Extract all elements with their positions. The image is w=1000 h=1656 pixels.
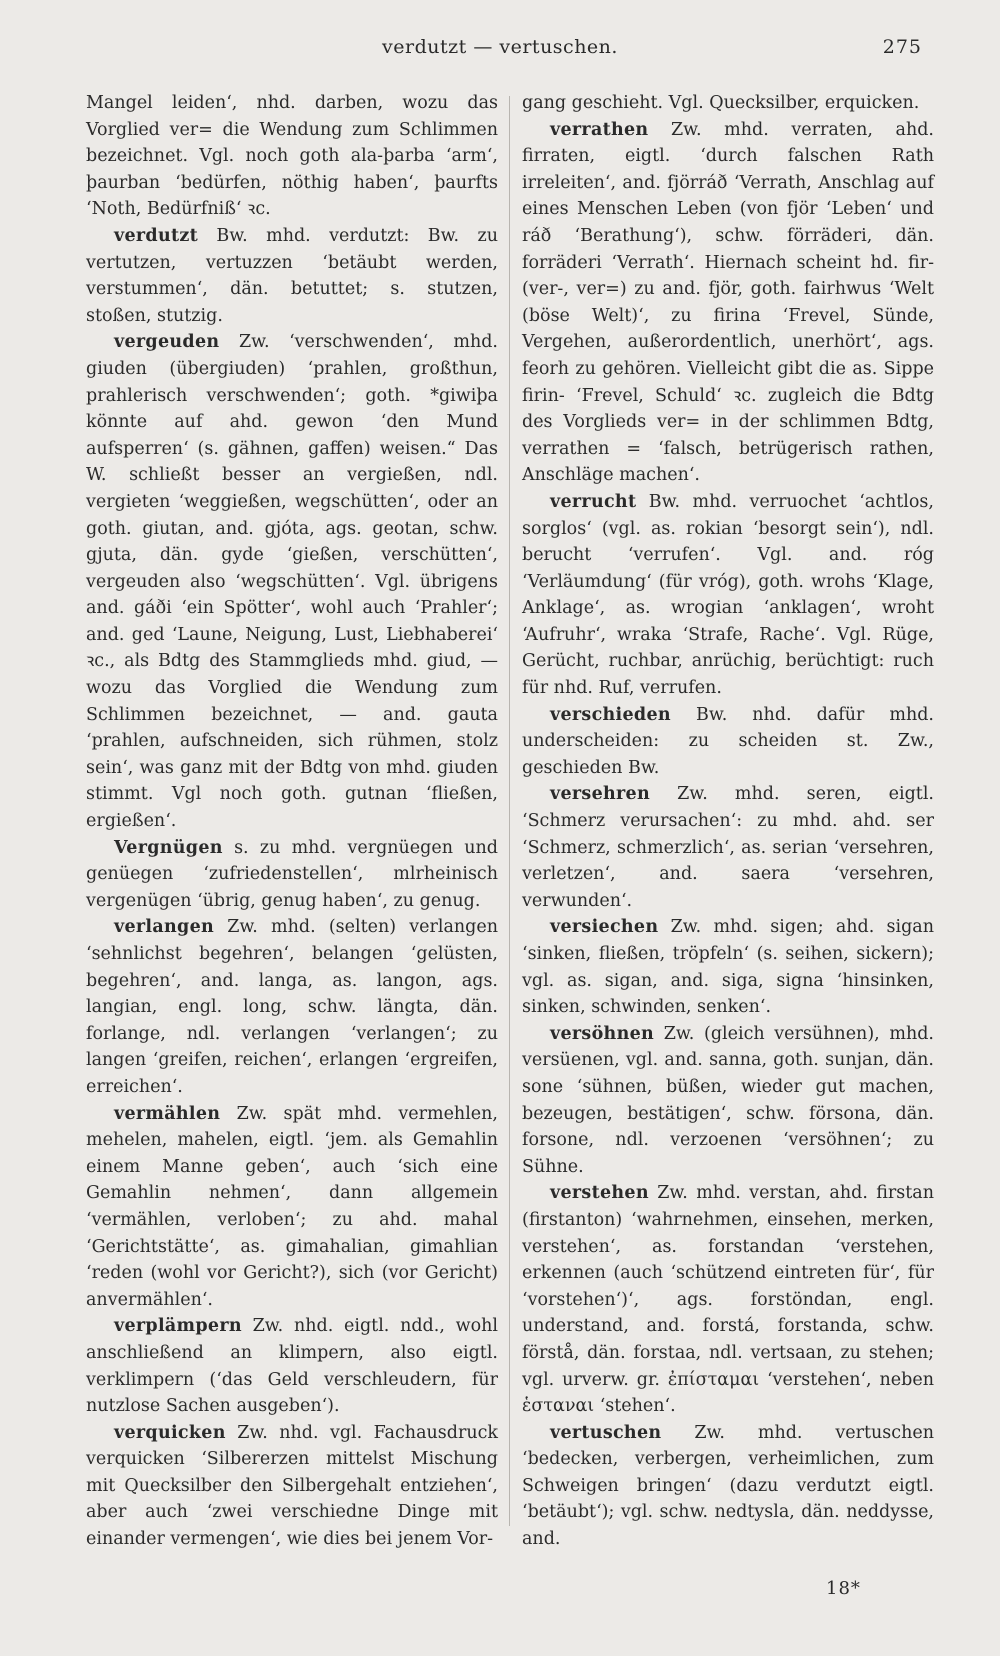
entry-text: Zw. (gleich versühnen), mhd. versüenen, vgl. and. sanna, goth. sunjan, dän. sone ‘sühnen, büßen, wieder gut machen, bezeugen, bestätigen‘, schw. försona, dän. forsone, ndl. verzoenen ‘versöhnen‘; zu Sühne. [522,1023,934,1177]
entry-verquicken [86,1420,498,1553]
headword: versöhnen [550,1023,655,1044]
entry-vermaehlen [86,1101,498,1314]
headword: verstehen [550,1183,649,1204]
entry-vergnuegen [86,835,498,915]
entry-versiechen [522,914,934,1020]
page-number: 275 [882,36,922,58]
headword: verlangen [114,917,215,938]
entry-verstehen [522,1180,934,1419]
entry-vergeuden [86,329,498,834]
headword: Vergnügen [114,837,223,858]
entry-text: Zw. mhd. (selten) verlangen ‘sehnlichst begehren‘, belangen ‘gelüsten, begehren‘, and. langa, as. langon, ags. langian, engl. long, schw. längta, dän. forlange, ndl. verlangen ‘verlangen‘; zu langen ‘greifen, reichen‘, erlangen ‘ergreifen, erreichen‘. [86,917,498,1097]
headword: verquicken [114,1422,226,1443]
right-column [522,90,934,1553]
left-column [86,90,498,1553]
headword: versehren [550,784,651,805]
headword: verdutzt [114,225,198,246]
entry-text: Bw. mhd. verruochet ‘achtlos, sorglos‘ (vgl. as. rokian ‘besorgt sein‘), ndl. berucht ‘verrufen‘. Vgl. and. róg ‘Verläumdung‘ (für vróg), goth. wrohs ‘Klage, Anklage‘, as. wrogian ‘anklagen‘, wroht ‘Aufruhr‘, wraka ‘Strafe, Rache‘. Vgl. Rüge, Gerücht, ruchbar, anrüchig, berüchtigt: ruch für nhd. Ruf, verrufen. [522,491,934,699]
entry-text: Bw. nhd. dafür mhd. underscheiden: zu scheiden st. Zw., geschieden Bw. [522,704,934,778]
entry-text: Bw. mhd. verdutzt: Bw. zu vertutzen, vertuzzen ‘betäubt werden, verstummen‘, dän. betuttet; s. stutzen, stoßen, stutzig. [86,225,498,326]
headword: verschieden [550,704,671,725]
headword: vergeuden [114,332,220,353]
entry-text: Zw. mhd. vertuschen ‘bedecken, verbergen, verheimlichen, zum Schweigen bringen‘ (dazu verdutzt eigtl. ‘betäubt‘); vgl. schw. nedtysla, dän. neddysse, and. [522,1422,934,1550]
entry-versehren [522,781,934,914]
entry-text: Zw. nhd. eigtl. ndd., wohl anschließend an klimpern, also eigtl. verklimpern (‘das Geld verschleudern, für nutzlose Sachen ausgeben‘). [86,1316,498,1417]
entry-vertuschen [522,1420,934,1553]
column-divider [509,96,510,1526]
entry-text: Zw. mhd. seren, eigtl. ‘Schmerz verursachen‘: zu mhd. ahd. ser ‘Schmerz, schmerzlich‘, as. serian ‘versehren, verletzen‘, and. saera ‘versehren, verwunden‘. [522,784,934,911]
headword: vermählen [114,1103,221,1124]
entry-text: Zw. mhd. verstan, ahd. firstan (firstanton) ‘wahrnehmen, einsehen, merken, verstehen‘, as. forstandan ‘verstehen, erkennen (auch ‘schützend eintreten für‘, für ‘vorstehen‘)‘, ags. forstöndan, engl. understand, and. forstá, forstanda, schw. förstå, dän. forstaa, ndl. vertsaan, zu stehen; vgl. urverw. gr. ἐπίσταμαι ‘verstehen‘, neben ἑσταναι ‘stehen‘. [522,1183,934,1417]
entry-verrathen [522,117,934,489]
header-title: verdutzt — vertuschen. [382,36,618,58]
entry-text: Zw. mhd. verraten, ahd. firraten, eigtl. ‘durch falschen Rath irreleiten‘, and. fjörráð ‘Verrath, Anschlag auf eines Menschen Leben (von fjör ‘Leben‘ und ráð ‘Berathung‘), schw. förräderi, dän. forräderi ‘Verrath‘. Hiernach scheint hd. fir- (ver-, ver=) zu and. fjör, goth. fairhwus ‘Welt (böse Welt)‘, zu firina ‘Frevel, Sünde, Vergehen, außerordentlich, unerhört‘, ags. feorh zu gehören. Vielleicht gibt die as. Sippe firin- ‘Frevel, Schuld‘ ꝛc. zugleich die Bdtg des Vorglieds ver= in der schlimmen Bdtg, verrathen = ‘falsch, betrügerisch rathen, Anschläge machen‘. [522,119,934,486]
entry-verrucht [522,489,934,702]
signature-mark: 18* [826,1578,861,1599]
entry-verplaempern [86,1313,498,1419]
entry-versoehnen [522,1021,934,1181]
headword: verrucht [550,491,637,512]
headword: versiechen [550,917,659,938]
left-column-lead: Mangel leiden‘, nhd. darben, wozu das Vorglied ver= die Wendung zum Schlimmen bezeichnet. Vgl. noch goth ala-þarba ‘arm‘, þaurban ‘bedürfen, nöthig haben‘, þaurfts ‘Noth, Bedürfniß‘ ꝛc. [86,93,498,220]
right-column-lead: gang geschieht. Vgl. Quecksilber, erquicken. [522,93,920,113]
entry-text: Zw. mhd. sigen; ahd. sigan ‘sinken, fließen, tröpfeln‘ (s. seihen, sickern); vgl. as. sigan, and. siga, signa ‘hinsinken, sinken, schwinden, senken‘. [522,917,934,1018]
headword: verplämpern [114,1316,242,1337]
entry-verschieden [522,702,934,782]
entry-text: Zw. spät mhd. vermehlen, mehelen, mahelen, eigtl. ‘jem. als Gemahlin einem Manne geben‘, auch ‘sich eine Gemahlin nehmen‘, dann allgemein ‘vermählen, verloben‘; zu ahd. mahal ‘Gerichtstätte‘, as. gimahalian, gimahlian ‘reden (wohl vor Gericht?), sich (vor Gericht) anvermählen‘. [86,1103,498,1310]
entry-verdutzt [86,223,498,329]
running-header [0,36,1000,66]
headword: vertuschen [550,1422,662,1443]
entry-text: s. zu mhd. vergnüegen und genüegen ‘zufriedenstellen‘, mlrheinisch vergenügen ‘übrig, genug haben‘, zu genug. [86,837,498,911]
entry-text: Zw. ‘verschwenden‘, mhd. giuden (übergiuden) ‘prahlen, großthun, prahlerisch verschwenden‘; goth. *giwiþa könnte auf ahd. gewon ‘den Mund aufsperren‘ (s. gähnen, gaffen) weisen.“ Das W. schließt besser an vergießen, ndl. vergieten ‘weggießen, wegschütten‘, oder an goth. giutan, and. gjóta, ags. geotan, schw. gjuta, dän. gyde ‘gießen, verschütten‘, vergeuden also ‘wegschütten‘. Vgl. übrigens and. gáði ‘ein Spötter‘, wohl auch ‘Prahler‘; and. ged ‘Laune, Neigung, Lust, Liebhaberei‘ ꝛc., als Bdtg des Stammglieds mhd. giud, — wozu das Vorglied die Wendung zum Schlimmen bezeichnet, — and. gauta ‘prahlen, aufschneiden, sich rühmen, stolz sein‘, was ganz mit der Bdtg von mhd. giuden stimmt. Vgl noch goth. gutnan ‘fließen, ergießen‘. [86,332,498,832]
entry-verlangen [86,914,498,1100]
entry-text: Zw. nhd. vgl. Fachausdruck verquicken ‘Silbererzen mittelst Mischung mit Quecksilber den Silbergehalt entziehen‘, aber auch ‘zwei verschiedne Dinge mit einander vermengen‘, wie dies bei jenem Vor- [86,1422,498,1550]
headword: verrathen [550,119,649,140]
